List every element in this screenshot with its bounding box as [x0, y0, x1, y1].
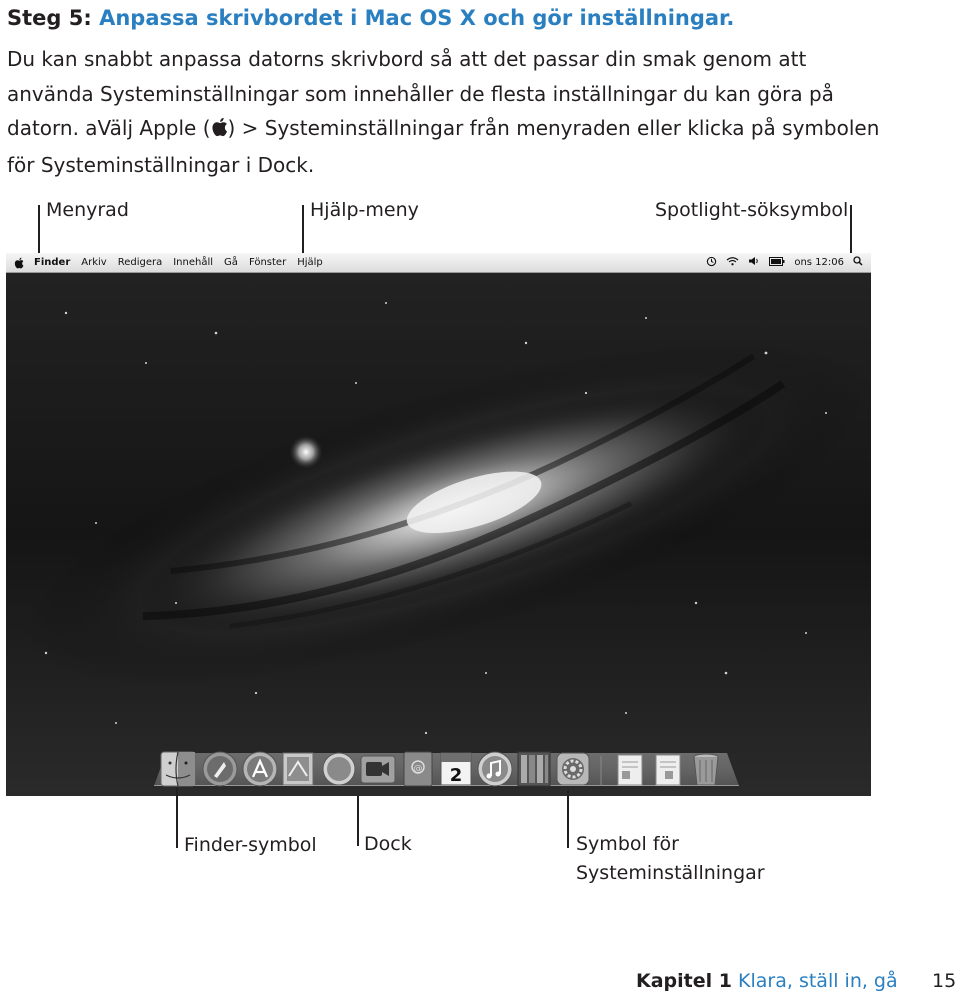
battery-icon[interactable]	[769, 257, 785, 269]
launchpad-dock-icon[interactable]	[203, 752, 237, 786]
finder-dock-icon[interactable]	[161, 752, 195, 786]
sysprefs-callout-line	[567, 790, 569, 848]
page-heading	[7, 6, 734, 30]
photo-booth-dock-icon[interactable]	[518, 752, 550, 786]
finder-callout-label: Finder-symbol	[184, 834, 317, 856]
chapter-title: Klara, ställ in, gå	[738, 970, 898, 992]
step-label: Steg 5:	[7, 6, 92, 30]
menubar-callout-line	[38, 205, 40, 257]
sysprefs-callout-label-line2: Systeminställningar	[576, 862, 765, 884]
svg-text:@: @	[413, 764, 423, 774]
chapter-number: Kapitel 1	[636, 970, 732, 992]
app-store-dock-icon[interactable]	[243, 752, 277, 786]
step-title: Anpassa skrivbordet i Mac OS X och gör inställningar.	[99, 6, 735, 30]
intro-line: Du kan snabbt anpassa datorns skrivbord så att det passar din smak genom att	[7, 47, 807, 71]
wifi-icon[interactable]	[726, 256, 739, 269]
galaxy-wallpaper	[6, 273, 871, 796]
facetime-dock-icon[interactable]	[361, 756, 395, 783]
menu-innehall[interactable]: Innehåll	[173, 257, 214, 268]
footer-chapter	[636, 970, 898, 992]
menubar-clock[interactable]: ons 12:06	[794, 257, 844, 268]
safari-dock-icon[interactable]	[323, 753, 355, 785]
dock-callout-line	[357, 796, 359, 846]
menu-fonster[interactable]: Fönster	[248, 257, 287, 268]
address-book-dock-icon[interactable]	[404, 752, 432, 786]
help-menu-callout-label: Hjälp-meny	[310, 199, 419, 221]
desktop-screenshot	[6, 253, 871, 796]
page-number: 15	[932, 970, 957, 992]
intro-text: ) > Systeminställningar från menyraden eller klicka på symbolen	[227, 116, 880, 140]
menu-ga[interactable]: Gå	[224, 257, 238, 268]
menu-hjalp[interactable]: Hjälp	[297, 257, 323, 268]
document-dock-icon[interactable]	[618, 755, 642, 785]
svg-text:2: 2	[449, 765, 463, 786]
menu-finder[interactable]: Finder	[34, 257, 71, 268]
spotlight-search-icon[interactable]	[853, 256, 863, 269]
calendar-dock-icon[interactable]	[441, 753, 471, 786]
volume-icon[interactable]	[748, 256, 760, 269]
intro-line: för Systeminställningar i Dock.	[7, 152, 315, 177]
trash-dock-icon[interactable]	[694, 754, 718, 785]
sysprefs-callout-label-line1: Symbol för	[576, 833, 679, 855]
mac-menubar	[6, 253, 871, 273]
help-menu-callout-line	[302, 205, 304, 257]
dock	[156, 748, 736, 792]
apple-logo-icon	[211, 113, 228, 148]
mail-dock-icon[interactable]	[283, 753, 313, 785]
itunes-dock-icon[interactable]	[478, 752, 512, 786]
finder-callout-line	[176, 788, 178, 848]
apple-menu-icon[interactable]	[14, 257, 24, 269]
system-preferences-dock-icon[interactable]	[557, 753, 589, 785]
intro-line: använda Systeminställningar som innehåller de flesta inställningar du kan göra på	[7, 81, 834, 106]
time-machine-icon[interactable]	[706, 256, 717, 270]
menu-arkiv[interactable]: Arkiv	[81, 257, 107, 268]
spotlight-callout-label: Spotlight-söksymbol	[655, 199, 849, 221]
spotlight-callout-line	[850, 205, 852, 257]
menu-redigera[interactable]: Redigera	[117, 257, 163, 268]
intro-paragraph	[7, 42, 947, 182]
menubar-callout-label: Menyrad	[46, 199, 129, 221]
dock-callout-label: Dock	[364, 833, 412, 855]
document-dock-icon[interactable]	[656, 755, 680, 785]
menubar-status-area	[706, 253, 863, 272]
intro-text: datorn. aVälj Apple (	[7, 116, 211, 140]
intro-line	[7, 111, 947, 148]
